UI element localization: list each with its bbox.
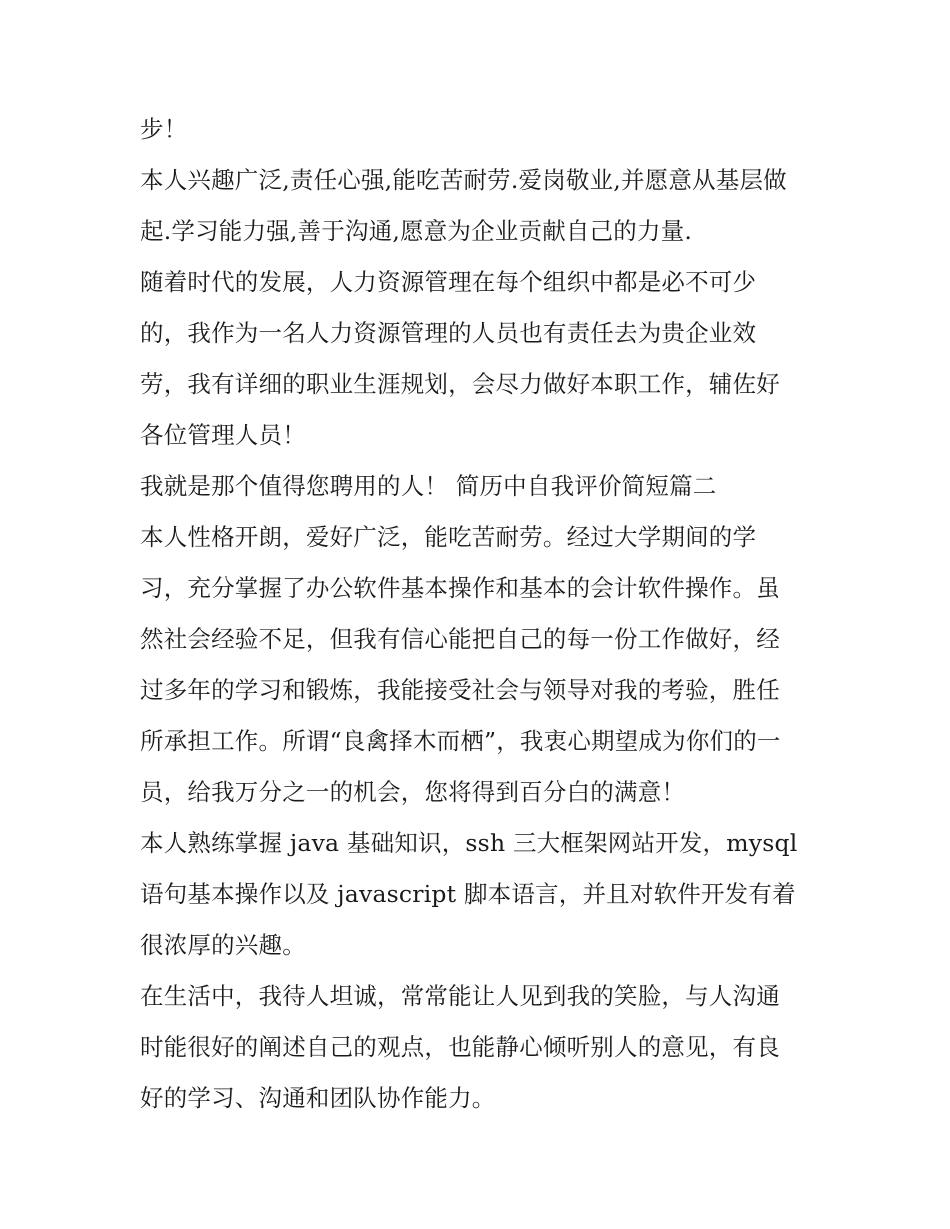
text-line: 的，我作为一名人力资源管理的人员也有责任去为贵企业效 xyxy=(140,319,757,347)
text-line: 步！ xyxy=(140,115,188,143)
text-line: 好的学习、沟通和团队协作能力。 xyxy=(140,1084,496,1112)
text-line: 起.学习能力强,善于沟通,愿意为企业贡献自己的力量. xyxy=(140,217,693,245)
text-line: 时能很好的阐述自己的观点，也能静心倾听别人的意见，有良 xyxy=(140,1033,780,1061)
text-line: 很浓厚的兴趣。 xyxy=(140,931,306,959)
text-line: 过多年的学习和锻炼，我能接受社会与领导对我的考验，胜任 xyxy=(140,676,780,704)
text-line: 所承担工作。所谓“良禽择木而栖”，我衷心期望成为你们的一 xyxy=(140,727,781,755)
text-line: 各位管理人员！ xyxy=(140,421,306,449)
text-line: 语句基本操作以及 javascript 脚本语言，并且对软件开发有着 xyxy=(140,880,796,908)
text-line: 员，给我万分之一的机会，您将得到百分白的满意！ xyxy=(140,778,686,806)
text-line: 在生活中，我待人坦诚，常常能让人见到我的笑脸，与人沟通 xyxy=(140,982,780,1010)
document-body xyxy=(140,104,820,1124)
text-line: 本人兴趣广泛,责任心强,能吃苦耐劳.爱岗敬业,并愿意从基层做 xyxy=(140,166,787,194)
text-line: 习，充分掌握了办公软件基本操作和基本的会计软件操作。虽 xyxy=(140,574,780,602)
section-heading-line: 我就是那个值得您聘用的人！ 简历中自我评价简短篇二 xyxy=(140,472,717,500)
text-line: 然社会经验不足，但我有信心能把自己的每一份工作做好，经 xyxy=(140,625,780,653)
text-line: 随着时代的发展，人力资源管理在每个组织中都是必不可少 xyxy=(140,268,757,296)
text-line: 劳，我有详细的职业生涯规划，会尽力做好本职工作，辅佐好 xyxy=(140,370,780,398)
text-line: 本人性格开朗，爱好广泛，能吃苦耐劳。经过大学期间的学 xyxy=(140,523,757,551)
text-line: 本人熟练掌握 java 基础知识，ssh 三大框架网站开发，mysql xyxy=(140,829,798,857)
